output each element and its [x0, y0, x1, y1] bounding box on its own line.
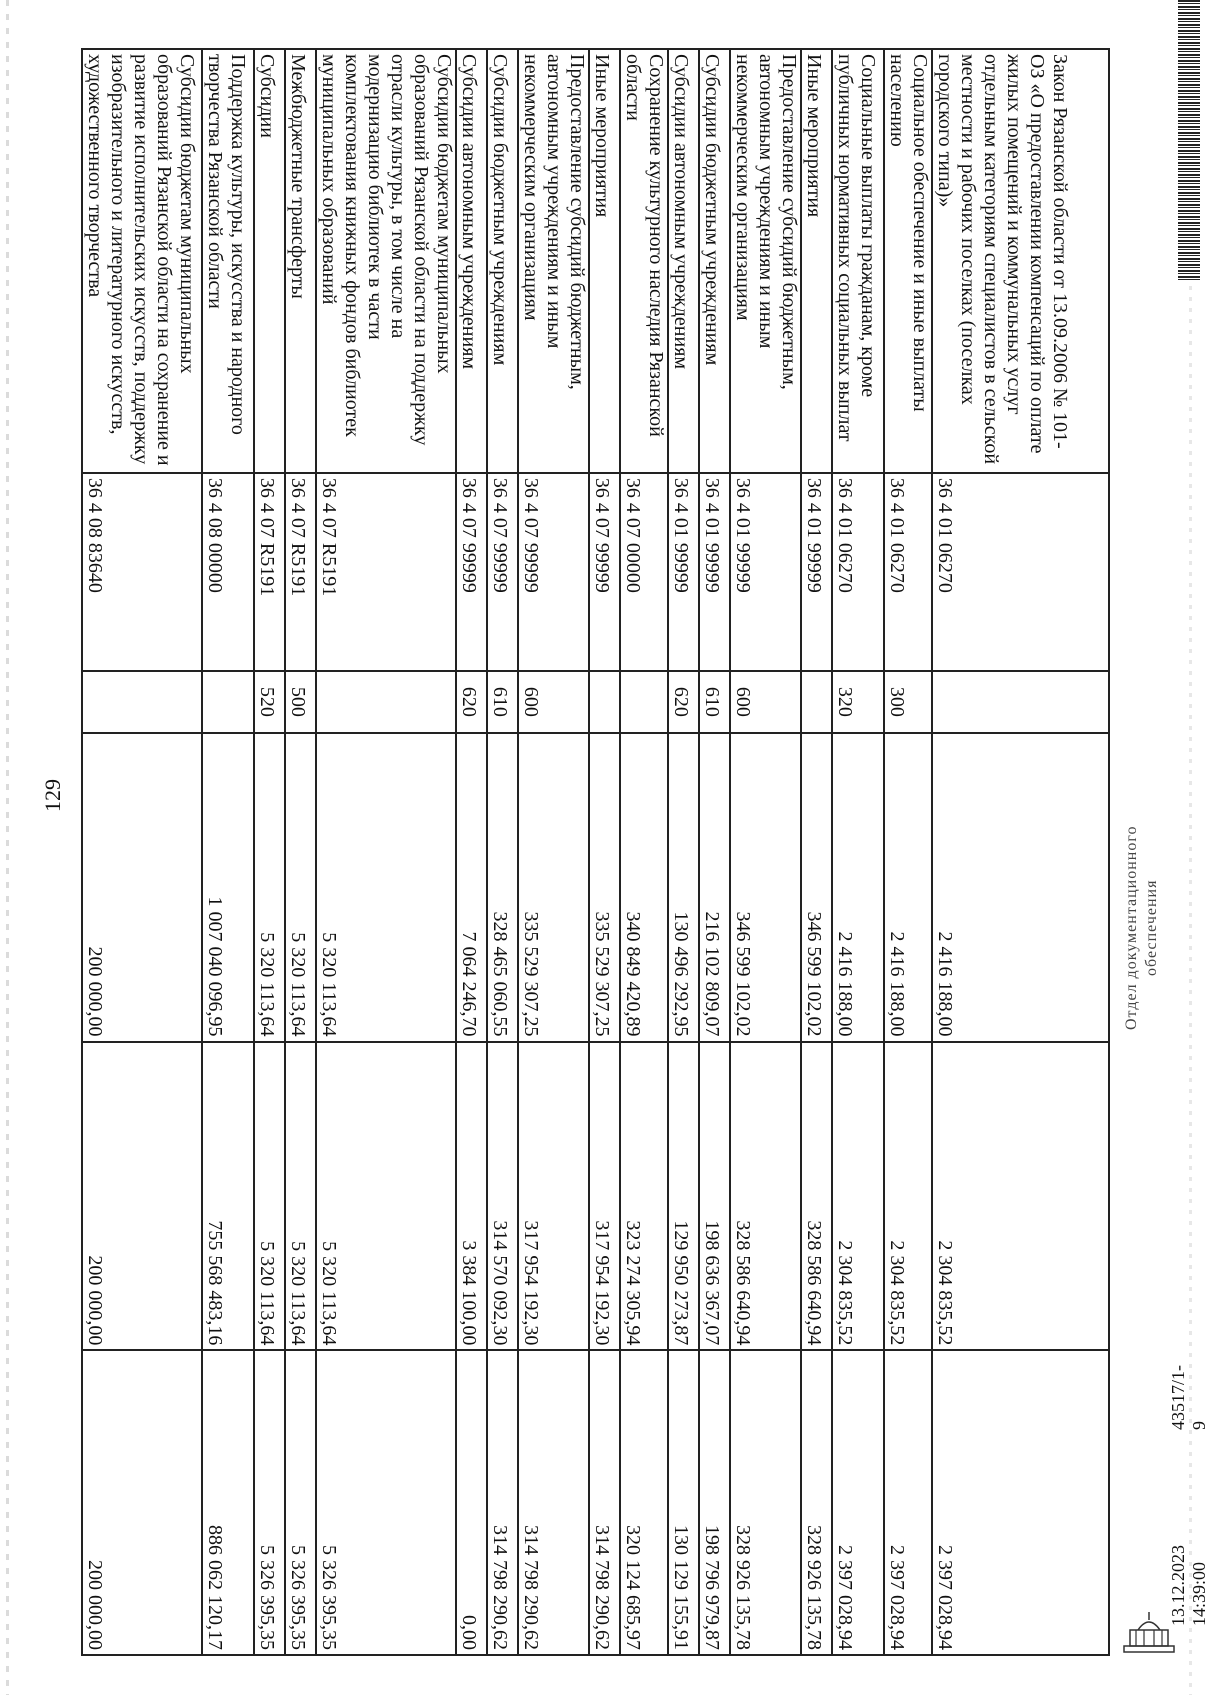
row-code: 36 4 07 R5191: [254, 473, 285, 671]
row-amount-1: 200 000,00: [82, 733, 202, 1042]
row-amount-2: 5 320 113,64: [254, 1042, 285, 1351]
row-expense-type: 500: [285, 671, 316, 733]
row-code: 36 4 01 99999: [730, 473, 801, 671]
table-row: [668, 49, 699, 1655]
row-amount-3: 320 124 685,97: [620, 1350, 668, 1655]
stamp-line-2: обеспечения: [1143, 879, 1160, 976]
table-row: [884, 49, 932, 1655]
row-name: Субсидии бюджетным учреждениям: [487, 49, 518, 473]
row-name: Субсидии бюджетным учреждениям: [699, 49, 730, 473]
row-expense-type: [932, 671, 1109, 733]
row-amount-1: 2 416 188,00: [832, 733, 884, 1042]
table-row: [285, 49, 316, 1655]
row-expense-type: [801, 671, 832, 733]
row-code: 36 4 07 R5191: [316, 473, 456, 671]
row-amount-2: 200 000,00: [82, 1042, 202, 1351]
row-amount-2: 3 384 100,00: [456, 1042, 487, 1351]
table-row: [456, 49, 487, 1655]
row-code: 36 4 07 99999: [518, 473, 589, 671]
row-amount-2: 5 320 113,64: [316, 1042, 456, 1351]
row-amount-1: 346 599 102,02: [801, 733, 832, 1042]
row-amount-3: 314 798 290,62: [518, 1350, 589, 1655]
table-row: [832, 49, 884, 1655]
footer-datetime: 13.12.2023 14:39:00: [1168, 1545, 1209, 1626]
row-name: Предоставление субсидий бюджетным, автономным учреждениям и иным некоммерческим организациям: [518, 49, 589, 473]
row-amount-1: 328 465 060,55: [487, 733, 518, 1042]
row-amount-3: 198 796 979,87: [699, 1350, 730, 1655]
row-amount-2: 2 304 835,52: [932, 1042, 1109, 1351]
row-expense-type: 600: [518, 671, 589, 733]
row-amount-1: 2 416 188,00: [884, 733, 932, 1042]
table-row: [518, 49, 589, 1655]
row-code: 36 4 01 99999: [668, 473, 699, 671]
footer-doc-code: 43517/1-9: [1168, 1365, 1209, 1430]
row-amount-2: 2 304 835,52: [884, 1042, 932, 1351]
row-amount-2: 314 570 092,30: [487, 1042, 518, 1351]
row-amount-1: 1 007 040 096,95: [202, 733, 254, 1042]
row-amount-3: 5 326 395,35: [254, 1350, 285, 1655]
row-code: 36 4 01 06270: [832, 473, 884, 671]
row-amount-2: 755 568 483,16: [202, 1042, 254, 1351]
table-row: [730, 49, 801, 1655]
department-stamp: [1122, 825, 1162, 1030]
row-name: Субсидии автономным учреждениям: [456, 49, 487, 473]
row-expense-type: 610: [487, 671, 518, 733]
row-amount-3: 200 000,00: [82, 1350, 202, 1655]
row-amount-3: 0,00: [456, 1350, 487, 1655]
row-code: 36 4 07 99999: [487, 473, 518, 671]
row-amount-1: 335 529 307,25: [589, 733, 620, 1042]
row-amount-1: 346 599 102,02: [730, 733, 801, 1042]
table-row: [699, 49, 730, 1655]
stamp-line-1: Отдел документационного: [1123, 825, 1140, 1030]
row-amount-1: 2 416 188,00: [932, 733, 1109, 1042]
row-amount-2: 2 304 835,52: [832, 1042, 884, 1351]
row-code: 36 4 07 99999: [589, 473, 620, 671]
row-amount-3: 130 129 155,91: [668, 1350, 699, 1655]
row-amount-3: 2 397 028,94: [884, 1350, 932, 1655]
row-amount-3: 328 926 135,78: [730, 1350, 801, 1655]
row-expense-type: [620, 671, 668, 733]
row-amount-1: 5 320 113,64: [316, 733, 456, 1042]
row-code: 36 4 07 99999: [456, 473, 487, 671]
row-amount-1: 335 529 307,25: [518, 733, 589, 1042]
row-code: 36 4 07 00000: [620, 473, 668, 671]
row-expense-type: 520: [254, 671, 285, 733]
row-amount-1: 5 320 113,64: [285, 733, 316, 1042]
table-row: [82, 49, 202, 1655]
row-name: Субсидии автономным учреждениям: [668, 49, 699, 473]
row-expense-type: 320: [832, 671, 884, 733]
row-name: Субсидии бюджетам муниципальных образований Рязанской области на поддержку отрасли культуры, в том числе на модернизацию библиотек в части комплектования книжных фондов библиотек муниципальных образований: [316, 49, 456, 473]
row-code: 36 4 01 06270: [932, 473, 1109, 671]
table-row: [254, 49, 285, 1655]
row-amount-1: 5 320 113,64: [254, 733, 285, 1042]
row-amount-1: 216 102 809,07: [699, 733, 730, 1042]
row-name: Сохранение культурного наследия Рязанской области: [620, 49, 668, 473]
row-name: Поддержка культуры, искусства и народного творчества Рязанской области: [202, 49, 254, 473]
row-amount-1: 130 496 292,95: [668, 733, 699, 1042]
table-row: [316, 49, 456, 1655]
row-amount-3: 886 062 120,17: [202, 1350, 254, 1655]
row-name: Межбюджетные трансферты: [285, 49, 316, 473]
scan-edge-left: [6, 0, 9, 1695]
row-name: Предоставление субсидий бюджетным, автономным учреждениям и иным некоммерческим организациям: [730, 49, 801, 473]
row-amount-3: 5 326 395,35: [316, 1350, 456, 1655]
row-expense-type: 610: [699, 671, 730, 733]
row-name: Субсидии: [254, 49, 285, 473]
table-row: [620, 49, 668, 1655]
row-expense-type: [202, 671, 254, 733]
row-name: Закон Рязанской области от 13.09.2006 № 101-ОЗ «О предоставлении компенсаций по оплате жилых помещений и коммунальных услуг отдельным категориям специалистов в сельской местности и рабочих поселках (поселках городского типа)»: [932, 49, 1109, 473]
budget-table-sheet: [84, 48, 1110, 1656]
row-amount-3: 314 798 290,62: [487, 1350, 518, 1655]
row-amount-2: 328 586 640,94: [730, 1042, 801, 1351]
row-code: 36 4 07 R5191: [285, 473, 316, 671]
row-amount-2: 328 586 640,94: [801, 1042, 832, 1351]
row-amount-2: 129 950 273,87: [668, 1042, 699, 1351]
row-amount-2: 198 636 367,07: [699, 1042, 730, 1351]
row-code: 36 4 01 06270: [884, 473, 932, 671]
scan-barcode-strip: [1178, 0, 1200, 280]
row-expense-type: [82, 671, 202, 733]
row-name: Социальные выплаты гражданам, кроме публичных нормативных социальных выплат: [832, 49, 884, 473]
row-amount-1: 7 064 246,70: [456, 733, 487, 1042]
table-row: [487, 49, 518, 1655]
row-code: 36 4 08 83640: [82, 473, 202, 671]
budget-table: [81, 48, 1110, 1656]
row-amount-1: 340 849 420,89: [620, 733, 668, 1042]
row-expense-type: 620: [668, 671, 699, 733]
row-amount-2: 323 274 305,94: [620, 1042, 668, 1351]
row-amount-3: 2 397 028,94: [932, 1350, 1109, 1655]
row-code: 36 4 01 99999: [801, 473, 832, 671]
page-number: 129: [40, 779, 65, 812]
row-expense-type: [316, 671, 456, 733]
table-row: [202, 49, 254, 1655]
row-amount-2: 317 954 192,30: [518, 1042, 589, 1351]
row-amount-2: 5 320 113,64: [285, 1042, 316, 1351]
table-row: [801, 49, 832, 1655]
row-amount-2: 317 954 192,30: [589, 1042, 620, 1351]
row-amount-3: 314 798 290,62: [589, 1350, 620, 1655]
table-row: [932, 49, 1109, 1655]
row-amount-3: 328 926 135,78: [801, 1350, 832, 1655]
row-name: Иные мероприятия: [589, 49, 620, 473]
row-code: 36 4 01 99999: [699, 473, 730, 671]
row-expense-type: 600: [730, 671, 801, 733]
table-row: [589, 49, 620, 1655]
row-name: Субсидии бюджетам муниципальных образований Рязанской области на сохранение и развитие исполнительских искусств, поддержку изобразительного и литературного искусств, художественного творчества: [82, 49, 202, 473]
row-expense-type: 620: [456, 671, 487, 733]
row-amount-3: 2 397 028,94: [832, 1350, 884, 1655]
row-name: Социальное обеспечение и иные выплаты населению: [884, 49, 932, 473]
row-code: 36 4 08 00000: [202, 473, 254, 671]
row-expense-type: 300: [884, 671, 932, 733]
row-amount-3: 5 326 395,35: [285, 1350, 316, 1655]
row-expense-type: [589, 671, 620, 733]
row-name: Иные мероприятия: [801, 49, 832, 473]
